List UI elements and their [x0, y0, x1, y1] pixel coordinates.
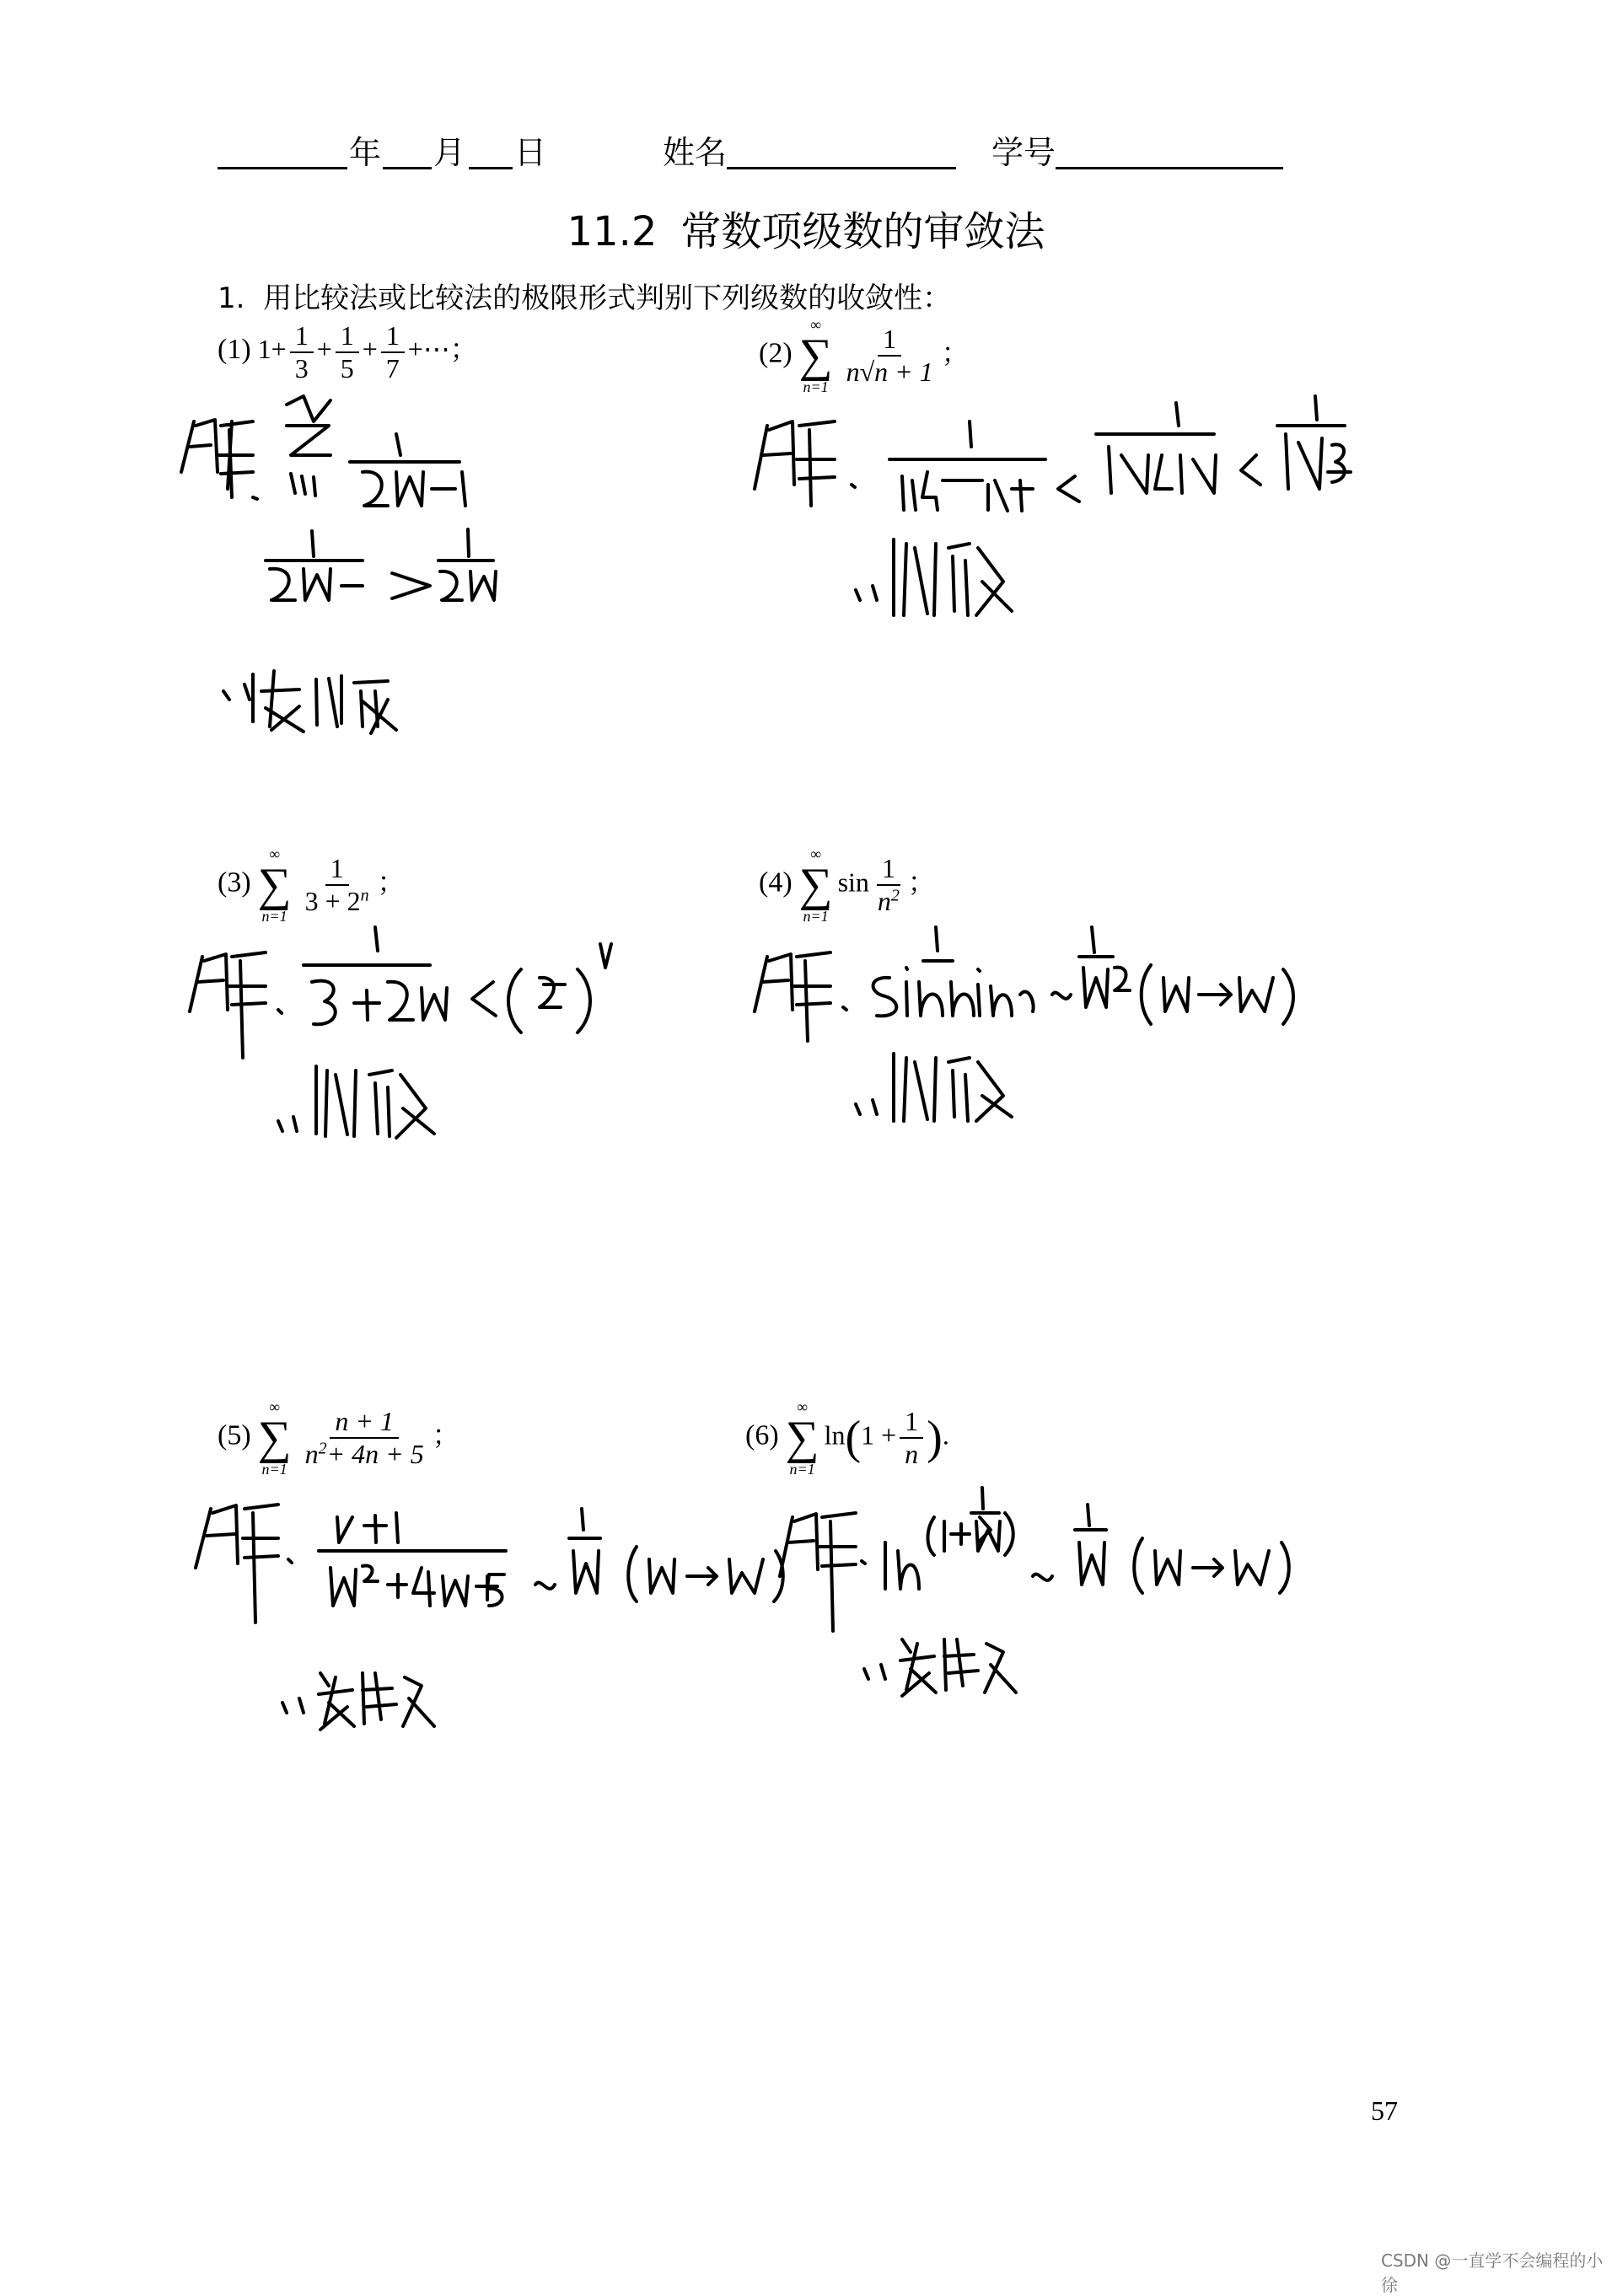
page-number: 57 [1371, 2095, 1398, 2126]
numerator: 1 [325, 853, 349, 886]
handwriting-p6 [780, 1488, 1289, 1696]
problem-label: (5) [218, 1419, 251, 1451]
n: n [846, 357, 860, 387]
math-op: + [362, 334, 378, 365]
handwriting-p1 [181, 396, 496, 733]
sum-upper: ∞ [269, 1398, 281, 1415]
math-op: ； [941, 337, 969, 368]
month-label: 月 [433, 134, 466, 171]
numerator: n + 1 [330, 1406, 399, 1439]
numerator: 1 [877, 853, 900, 886]
n: n [877, 886, 891, 916]
name-label: 姓名 [663, 134, 728, 171]
sigma-symbol: ∑ [257, 859, 292, 911]
denominator: 5 [340, 352, 354, 384]
problem-label: (4) [759, 866, 793, 899]
ln-function: ln [824, 1419, 846, 1451]
problem-label: (3) [218, 866, 251, 899]
math-op: +⋯； [407, 334, 477, 365]
problem-label: (6) [745, 1419, 779, 1451]
n: n [304, 1439, 319, 1469]
sigma-symbol: ∑ [798, 859, 833, 911]
question-text: 用比较法或比较法的极限形式判别下列级数的收敛性： [263, 282, 952, 315]
denominator: 7 [385, 352, 400, 384]
math-term: 1 + [861, 1419, 897, 1451]
sum-lower: n=1 [803, 378, 829, 395]
math-op: + [271, 334, 287, 365]
numerator: 1 [878, 324, 901, 357]
numerator: 1 [900, 1406, 923, 1439]
sum-lower: n=1 [261, 908, 287, 925]
handwriting-p4 [755, 927, 1293, 1121]
exponent: 2 [890, 886, 900, 905]
denominator: 3 [294, 352, 309, 384]
sigma-symbol: ∑ [785, 1412, 819, 1464]
sqrt: √n + 1 [859, 357, 933, 387]
sum-lower: n=1 [261, 1461, 287, 1478]
problem-label: (1) [218, 334, 251, 366]
sum-upper: ∞ [810, 845, 822, 862]
sum-lower: n=1 [803, 908, 829, 925]
sum-upper: ∞ [269, 845, 281, 862]
student-id-label: 学号 [991, 134, 1056, 171]
handwriting-p3 [190, 927, 611, 1138]
sum-lower: n=1 [789, 1461, 815, 1478]
problem-label: (2) [759, 337, 793, 369]
math-op: ； [907, 866, 935, 898]
sum-upper: ∞ [797, 1398, 809, 1415]
section-title-text: 常数项级数的审敛法 [680, 208, 1045, 255]
exponent: n [360, 886, 369, 905]
sigma-symbol: ∑ [798, 330, 833, 382]
day-label: 日 [514, 134, 547, 171]
math-op: . [942, 1419, 949, 1451]
numerator: 1 [336, 320, 359, 353]
sum-upper: ∞ [810, 316, 822, 333]
year-label: 年 [349, 134, 382, 171]
den-rest: + 4n + 5 [326, 1439, 424, 1469]
problem-6: (6) ∞ ∑ n=1 ln(1 + $\frac{1}{n}$ ). [745, 1398, 949, 1478]
exponent: 2 [318, 1439, 327, 1458]
den-base: 3 + 2 [304, 886, 361, 916]
math-op: ； [377, 866, 405, 898]
sigma-symbol: ∑ [257, 1412, 292, 1464]
math-op: + [316, 334, 332, 365]
math-term: 1 [257, 334, 271, 365]
sin-function: sin [837, 866, 869, 898]
math-op: ； [432, 1419, 459, 1451]
handwriting-p2 [755, 396, 1351, 615]
question-number: 1. [218, 282, 245, 315]
section-number: 11.2 [567, 208, 658, 255]
handwriting-p5 [196, 1505, 783, 1730]
csdn-watermark: CSDN @一直学不会编程的小徐 [1381, 2250, 1604, 2295]
numerator: 1 [381, 320, 405, 353]
denominator: n [905, 1439, 919, 1469]
numerator: 1 [290, 320, 314, 353]
